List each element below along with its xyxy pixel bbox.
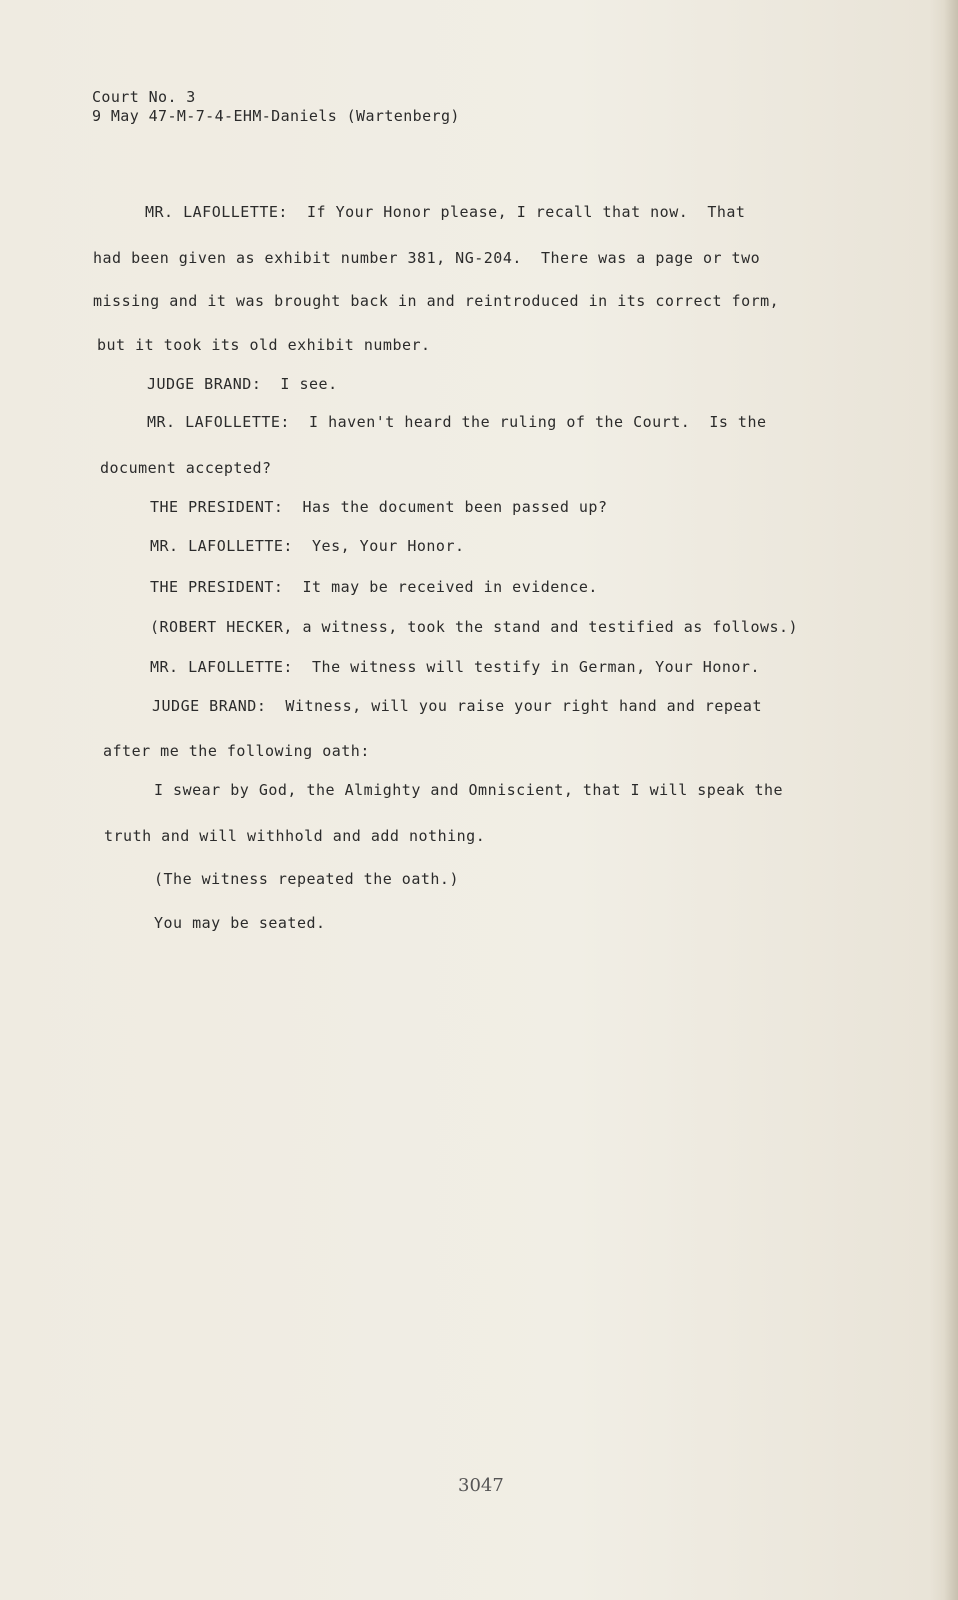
page-number: 3047 [458,1475,504,1496]
page-edge-shadow [944,0,958,1600]
document-header [92,88,460,126]
transcript-line: THE PRESIDENT: Has the document been passed up? [150,498,608,516]
transcript-line: but it took its old exhibit number. [97,336,431,354]
transcript-line: MR. LAFOLLETTE: The witness will testify in German, Your Honor. [150,658,760,676]
transcript-line: missing and it was brought back in and reintroduced in its correct form, [93,292,780,310]
transcript-line: MR. LAFOLLETTE: I haven't heard the ruling of the Court. Is the [147,413,767,431]
transcript-line: MR. LAFOLLETTE: If Your Honor please, I recall that now. That [145,203,746,221]
transcript-line: THE PRESIDENT: It may be received in evidence. [150,578,598,596]
transcript-line: (ROBERT HECKER, a witness, took the stand and testified as follows.) [150,618,799,636]
court-number: Court No. 3 [92,88,196,106]
transcript-line: (The witness repeated the oath.) [154,870,459,888]
transcript-line: MR. LAFOLLETTE: Yes, Your Honor. [150,537,465,555]
transcript-line: I swear by God, the Almighty and Omniscient, that I will speak the [154,781,784,799]
transcript-line: document accepted? [100,459,272,477]
session-reference: 9 May 47-M-7-4-EHM-Daniels (Wartenberg) [92,107,460,125]
transcript-line: You may be seated. [154,914,326,932]
transcript-line: JUDGE BRAND: I see. [147,375,338,393]
transcript-line: had been given as exhibit number 381, NG-204. There was a page or two [93,249,761,267]
transcript-line: after me the following oath: [103,742,370,760]
transcript-line: truth and will withhold and add nothing. [104,827,486,845]
transcript-line: JUDGE BRAND: Witness, will you raise your right hand and repeat [152,697,762,715]
